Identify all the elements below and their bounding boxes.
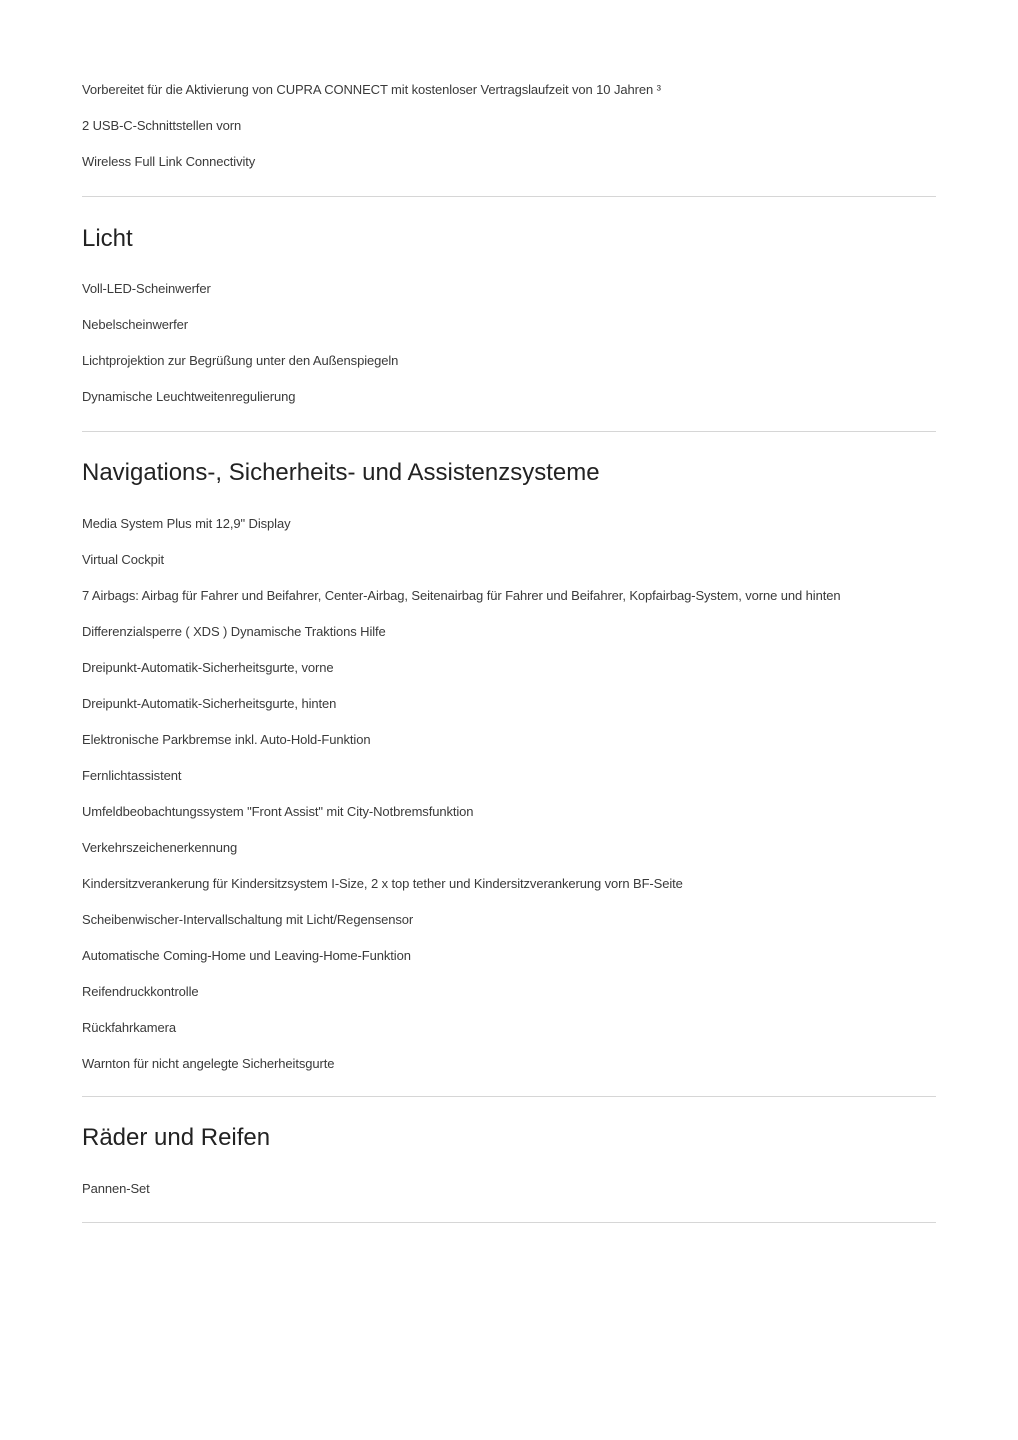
section-title-licht: Licht: [82, 225, 133, 252]
section-divider: [82, 1222, 936, 1223]
connectivity-item: Vorbereitet für die Aktivierung von CUPRA CONNECT mit kostenloser Vertragslaufzeit von 10 Jahren ³: [82, 82, 661, 97]
assistenz-item: Automatische Coming-Home und Leaving-Home-Funktion: [82, 948, 411, 963]
section-title-raeder: Räder und Reifen: [82, 1124, 271, 1151]
raeder-item: Pannen-Set: [82, 1181, 150, 1196]
assistenz-item: Virtual Cockpit: [82, 552, 165, 567]
licht-item: Voll-LED-Scheinwerfer: [82, 281, 211, 296]
section-divider: [82, 196, 936, 197]
assistenz-item: Reifendruckkontrolle: [82, 984, 199, 999]
assistenz-item: Fernlichtassistent: [82, 768, 182, 783]
assistenz-item: Dreipunkt-Automatik-Sicherheitsgurte, vorne: [82, 660, 334, 675]
assistenz-item: Kindersitzverankerung für Kindersitzsystem I-Size, 2 x top tether und Kindersitzverankerung vorn BF-Seite: [82, 876, 683, 891]
assistenz-item: Scheibenwischer-Intervallschaltung mit Licht/Regensensor: [82, 912, 414, 927]
licht-item: Lichtprojektion zur Begrüßung unter den Außenspiegeln: [82, 353, 399, 368]
connectivity-item: 2 USB-C-Schnittstellen vorn: [82, 118, 242, 133]
licht-item: Dynamische Leuchtweitenregulierung: [82, 389, 296, 404]
assistenz-item: Verkehrszeichenerkennung: [82, 840, 238, 855]
assistenz-item: Dreipunkt-Automatik-Sicherheitsgurte, hinten: [82, 696, 337, 711]
section-divider: [82, 1096, 936, 1097]
connectivity-item: Wireless Full Link Connectivity: [82, 154, 256, 169]
assistenz-item: Rückfahrkamera: [82, 1020, 176, 1035]
licht-item: Nebelscheinwerfer: [82, 317, 188, 332]
assistenz-item: Differenzialsperre ( XDS ) Dynamische Traktions Hilfe: [82, 624, 386, 639]
assistenz-item: Umfeldbeobachtungssystem "Front Assist" mit City-Notbremsfunktion: [82, 804, 474, 819]
section-title-assistenz: Navigations-, Sicherheits- und Assistenzsysteme: [82, 459, 600, 486]
assistenz-item: 7 Airbags: Airbag für Fahrer und Beifahrer, Center-Airbag, Seitenairbag für Fahrer und Beifahrer, Kopfairbag-System, vorne und hinten: [82, 588, 841, 603]
assistenz-item: Elektronische Parkbremse inkl. Auto-Hold-Funktion: [82, 732, 371, 747]
assistenz-item: Media System Plus mit 12,9" Display: [82, 516, 291, 531]
section-divider: [82, 431, 936, 432]
assistenz-item: Warnton für nicht angelegte Sicherheitsgurte: [82, 1056, 335, 1071]
